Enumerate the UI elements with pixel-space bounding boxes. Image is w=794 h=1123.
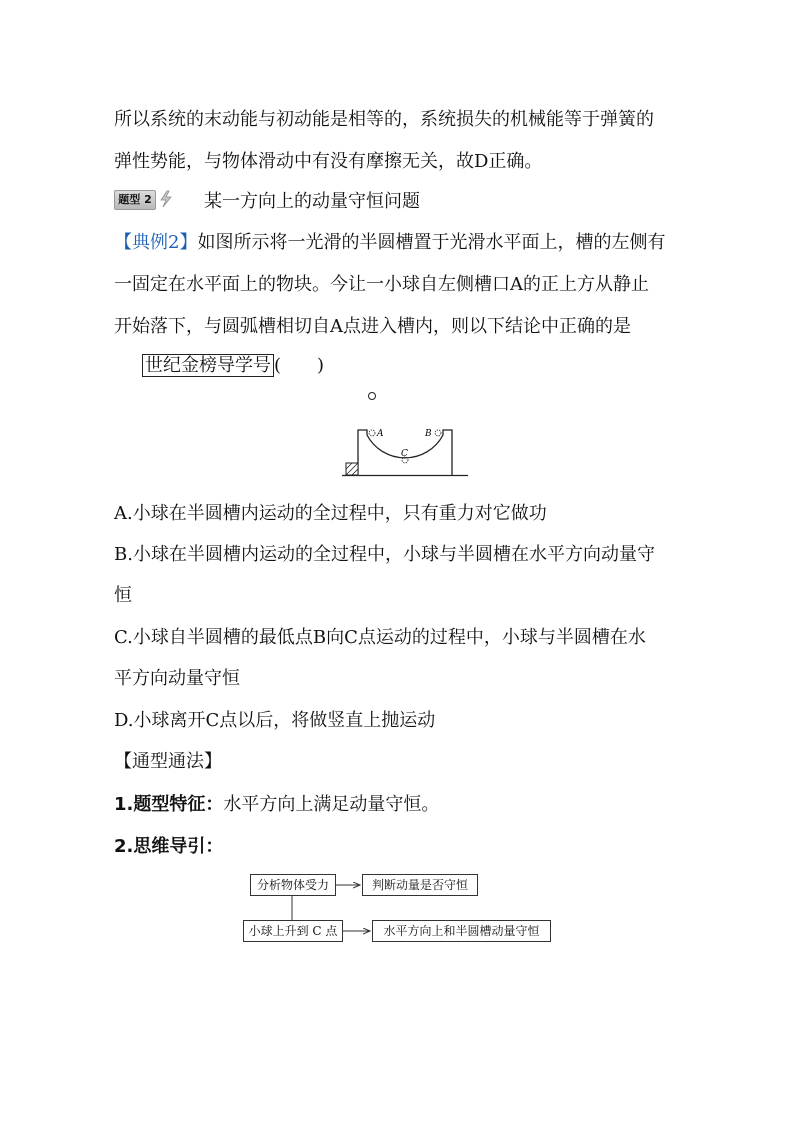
flow-box-analyze-forces: 分析物体受力: [250, 874, 336, 896]
example-line-3: 开始落下，与圆弧槽相切自A点进入槽内，则以下结论中正确的是: [114, 316, 631, 337]
method-item-1-label: 1.题型特征：: [114, 794, 224, 815]
label-b: B: [425, 429, 432, 439]
label-c: C: [401, 449, 408, 459]
example-tag: 【典例2】: [114, 232, 198, 253]
method-item-1-text: 水平方向上满足动量守恒。: [223, 794, 440, 815]
option-b-line-2: 恒: [114, 585, 132, 606]
flow-box-judge-momentum: 判断动量是否守恒: [362, 874, 478, 896]
example-line-2: 一固定在水平面上的物块。今让一小球自左侧槽口A的正上方从静止: [114, 274, 649, 295]
method-item-2: 2.思维导引：: [114, 836, 224, 857]
lightning-icon: [157, 190, 175, 208]
flowchart-connectors: [240, 870, 560, 950]
option-c-line-2: 平方向动量守恒: [114, 668, 240, 689]
flow-box-horizontal-conservation: 水平方向上和半圆槽动量守恒: [372, 920, 551, 942]
option-c-line-1: C.小球自半圆槽的最低点B向C点运动的过程中，小球与半圆槽在水: [114, 627, 646, 648]
half-groove-figure: [340, 385, 470, 480]
flow-box-ball-rises-to-c: 小球上升到 C 点: [243, 920, 343, 942]
label-a: A: [377, 429, 384, 439]
example-line-1-text: 如图所示将一光滑的半圆槽置于光滑水平面上，槽的左侧有: [197, 232, 666, 253]
option-d: D.小球离开C点以后，将做竖直上抛运动: [114, 710, 436, 731]
option-b-line-1: B.小球在半圆槽内运动的全过程中，小球与半圆槽在水平方向动量守: [114, 544, 655, 565]
ball-at-a: [369, 430, 375, 436]
method-heading: 【通型通法】: [114, 751, 222, 772]
section-badge: 题型 2: [114, 190, 156, 210]
method-item-1: [114, 793, 439, 817]
falling-ball: [369, 393, 376, 400]
jinbang-code-box: 世纪金榜导学号: [142, 354, 274, 377]
section-title: 某一方向上的动量守恒问题: [204, 191, 420, 212]
paragraph-line-1: 所以系统的末动能与初动能是相等的，系统损失的机械能等于弹簧的: [114, 109, 654, 130]
paragraph-line-2: 弹性势能，与物体滑动中有没有摩擦无关，故D正确。: [114, 151, 543, 172]
example-line-4: [142, 354, 324, 378]
example-line-1: [114, 231, 665, 255]
answer-paren: ( ): [274, 355, 325, 376]
ball-at-b: [435, 430, 441, 436]
option-a: A.小球在半圆槽内运动的全过程中，只有重力对它做功: [114, 503, 547, 524]
